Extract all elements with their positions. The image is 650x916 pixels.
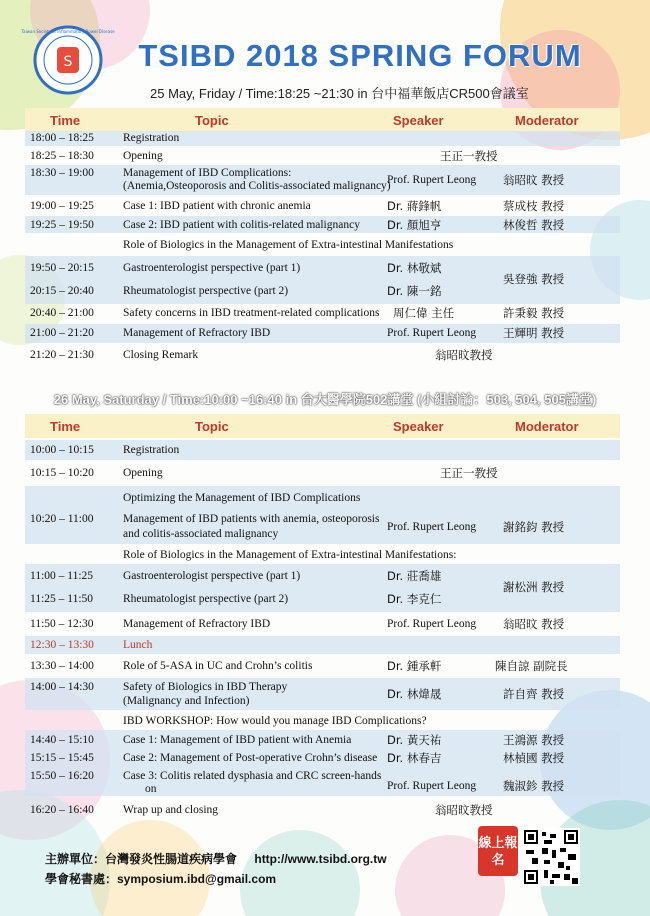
row-time: 20:40 – 21:00: [30, 307, 94, 319]
footer-organizer: [45, 850, 387, 867]
table-row: [25, 216, 620, 233]
row-topic: Case 1: IBD patient with chronic anemia: [123, 200, 311, 212]
row-time: 11:00 – 11:25: [30, 570, 94, 582]
organizer-text: 主辦單位：台灣發炎性腸道疾病學會: [45, 852, 238, 866]
table-row: [25, 236, 620, 254]
day1-table-header: [25, 108, 620, 132]
table-row: [25, 440, 620, 460]
table-row: [25, 800, 620, 820]
table-row: [25, 712, 620, 730]
row-time: 10:15 – 10:20: [30, 467, 94, 479]
row-speaker: Dr. 莊喬雄: [387, 569, 442, 583]
row-topic: Role of 5-ASA in UC and Crohn’s colitis: [123, 660, 313, 672]
table-row: [25, 614, 620, 634]
row-time: 12:30 – 13:30: [30, 639, 94, 651]
table-row: [25, 345, 620, 365]
col-topic: Topic: [195, 113, 229, 128]
col-time: Time: [50, 113, 81, 128]
row-topic-line2: (Malignancy and Infection): [123, 695, 250, 707]
row-topic: Management of IBD Complications:: [123, 167, 292, 179]
table-row-group: [25, 564, 620, 612]
row-moderator: 翁昭旼教授: [435, 348, 493, 362]
row-time: 16:20 – 16:40: [30, 804, 94, 816]
online-register-badge[interactable]: 線上報名: [478, 826, 518, 876]
table-row: [25, 462, 620, 484]
day2-info: 26 May, Saturday / Time:10:00 ~16:40 in 台大醫學院502講堂 (小組討論：503, 504, 505講堂): [53, 392, 597, 407]
row-topic: Wrap up and closing: [123, 804, 219, 816]
row-topic-line2: (Anemia,Osteoporosis and Colitis-associated malignancy): [123, 180, 391, 192]
qr-code-icon[interactable]: [522, 828, 580, 886]
col-moderator: Moderator: [515, 419, 579, 434]
table-row: [25, 148, 620, 163]
row-topic: Opening: [123, 467, 163, 479]
row-topic: Management of Refractory IBD: [123, 618, 271, 630]
row-speaker: Prof. Rupert Leong: [387, 521, 477, 533]
row-speaker: Dr. 林敬斌: [387, 261, 442, 275]
row-moderator: 蔡成枝 教授: [503, 199, 565, 213]
row-topic-line2: on: [145, 783, 157, 795]
row-time: 18:00 – 18:25: [30, 132, 94, 144]
row-speaker: Prof. Rupert Leong: [387, 618, 477, 630]
row-speaker: Dr. 林煒晟: [387, 687, 442, 701]
tsibd-logo: [21, 25, 115, 95]
row-time: 14:40 – 15:10: [30, 734, 94, 746]
table-row: [25, 656, 620, 676]
row-speaker: Dr. 黃天祐: [387, 733, 442, 747]
col-topic: Topic: [195, 419, 229, 434]
row-time: 11:25 – 11:50: [30, 593, 94, 605]
row-moderator: 林楨國 教授: [503, 751, 565, 765]
row-topic-line2: and colitis-associated malignancy: [123, 528, 279, 540]
row-time: 13:30 – 14:00: [30, 660, 94, 672]
row-moderator: 翁昭旼 教授: [503, 173, 565, 187]
row-topic: Rheumatologist perspective (part 2): [123, 285, 289, 297]
row-topic: Opening: [123, 150, 163, 162]
row-time: 21:20 – 21:30: [30, 349, 94, 361]
row-topic: Registration: [123, 132, 180, 144]
row-topic: Safety concerns in IBD treatment-related complications: [123, 307, 380, 319]
table-row: [25, 197, 620, 214]
row-time: 15:50 – 16:20: [30, 770, 94, 782]
section-heading: Optimizing the Management of IBD Complications: [123, 492, 361, 504]
row-time: 15:15 – 15:45: [30, 752, 94, 764]
row-time: 18:25 – 18:30: [30, 150, 94, 162]
row-moderator: 翁昭旼教授: [435, 803, 493, 817]
col-time: Time: [50, 419, 81, 434]
row-topic: Rheumatologist perspective (part 2): [123, 593, 289, 605]
row-speaker: Prof. Rupert Leong: [387, 174, 477, 186]
row-time: 18:30 – 19:00: [30, 167, 94, 179]
table-row-group: [25, 730, 620, 796]
row-speaker: Dr. 陳一銘: [387, 284, 442, 298]
row-speaker: Prof. Rupert Leong: [387, 780, 477, 792]
row-moderator: 林俊哲 教授: [503, 218, 565, 232]
table-row-group: [25, 256, 620, 304]
row-time: 20:15 – 20:40: [30, 285, 94, 297]
row-topic: Management of Refractory IBD: [123, 327, 271, 339]
table-row: [25, 324, 620, 343]
logo-glyph: S: [63, 54, 73, 70]
footer-secretary[interactable]: 學會秘書處：symposium.ibd@gmail.com: [45, 872, 277, 886]
row-time: 19:50 – 20:15: [30, 262, 94, 274]
table-row: [25, 165, 620, 195]
row-moderator: 謝銘鈞 教授: [503, 520, 565, 534]
row-time: 21:00 – 21:20: [30, 327, 94, 339]
row-topic: Case 1: Management of IBD patient with Anemia: [123, 734, 352, 746]
col-speaker: Speaker: [393, 113, 444, 128]
row-moderator: 吳登強 教授: [503, 272, 565, 286]
row-topic: Management of IBD patients with anemia, osteoporosis: [123, 513, 380, 525]
forum-title: TSIBD 2018 SPRING FORUM: [138, 38, 582, 73]
row-topic: Closing Remark: [123, 349, 199, 361]
row-topic: Case 3: Colitis related dysphasia and CRC screen-hands: [123, 770, 382, 782]
row-topic: Gastroenterologist perspective (part 1): [123, 262, 301, 274]
row-moderator: 許自齊 教授: [503, 687, 565, 701]
row-time: 10:00 – 10:15: [30, 444, 94, 456]
col-speaker: Speaker: [393, 419, 444, 434]
row-moderator: 王輝明 教授: [503, 326, 565, 340]
website-link[interactable]: http://www.tsibd.org.tw: [254, 852, 387, 866]
row-speaker: Dr. 林春吉: [387, 751, 442, 765]
table-row: [25, 131, 620, 146]
row-moderator: 王鴻源 教授: [503, 733, 565, 747]
row-speaker: Dr. 顏旭亨: [387, 218, 442, 232]
row-moderator: 許秉毅 教授: [503, 306, 565, 320]
table-row: [25, 678, 620, 710]
section-heading: IBD WORKSHOP: How would you manage IBD Complications?: [123, 715, 427, 727]
row-moderator: 魏淑鉁 教授: [503, 779, 565, 793]
row-topic: Case 2: Management of Post-operative Crohn’s disease: [123, 752, 378, 764]
row-speaker: Prof. Rupert Leong: [387, 327, 477, 339]
table-row-lunch: [25, 636, 620, 654]
row-moderator: 王正一教授: [440, 149, 498, 163]
row-speaker: 周仁偉 主任: [393, 306, 455, 320]
row-moderator: 王正一教授: [440, 466, 498, 480]
row-topic: Case 2: IBD patient with colitis-related malignancy: [123, 219, 360, 231]
table-row-group: [25, 486, 620, 544]
row-speaker: Dr. 蔣鋒帆: [387, 199, 442, 213]
row-time: 10:20 – 11:00: [30, 513, 94, 525]
row-topic: Safety of Biologics in IBD Therapy: [123, 681, 288, 693]
logo-ring-text: Taiwan Society of Inflammatory Bowel Disease: [21, 29, 115, 34]
row-time: 14:00 – 14:30: [30, 681, 94, 693]
row-time: 11:50 – 12:30: [30, 618, 94, 630]
row-speaker: Dr. 鍾承軒: [387, 659, 442, 673]
row-speaker: Dr. 李克仁: [387, 592, 442, 606]
row-time: 19:25 – 19:50: [30, 219, 94, 231]
row-moderator: 謝松洲 教授: [503, 580, 565, 594]
row-time: 19:00 – 19:25: [30, 200, 94, 212]
row-topic: Registration: [123, 444, 180, 456]
table-row: [25, 304, 620, 322]
section-heading: Role of Biologics in the Management of Extra-intestinal Manifestations: [123, 239, 454, 251]
col-moderator: Moderator: [515, 113, 579, 128]
section-heading: Role of Biologics in the Management of Extra-intestinal Manifestations:: [123, 549, 457, 561]
day2-table-header: [25, 414, 620, 438]
day1-info: 25 May, Friday / Time:18:25 ~21:30 in 台中福華飯店CR500會議室: [150, 86, 529, 101]
row-topic: Lunch: [123, 639, 153, 651]
row-topic: Gastroenterologist perspective (part 1): [123, 570, 301, 582]
row-moderator: 翁昭旼 教授: [503, 617, 565, 631]
table-row: [25, 546, 620, 564]
row-moderator: 陳自諒 副院長: [495, 659, 568, 673]
